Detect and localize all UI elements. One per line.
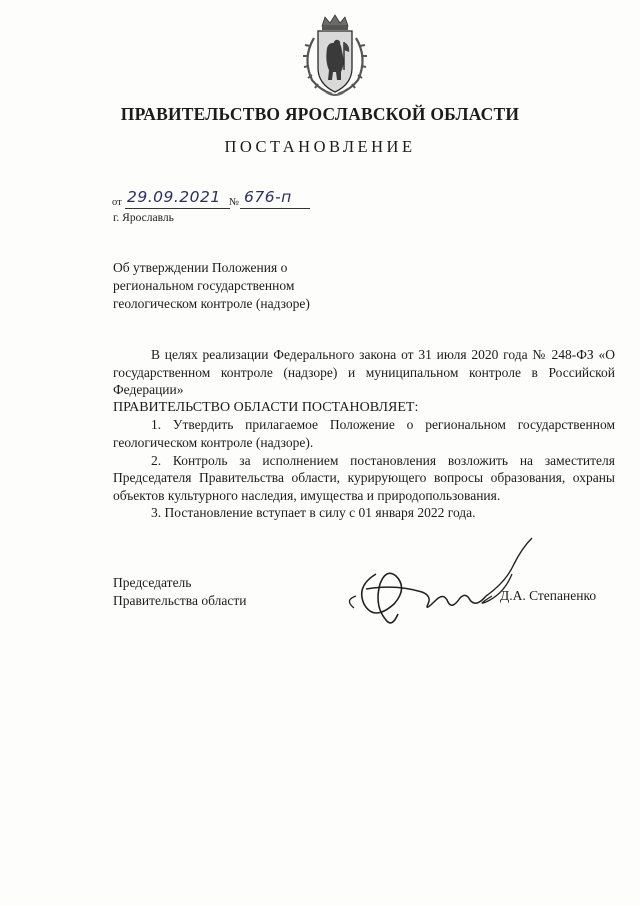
subject-line: Об утверждении Положения о: [113, 260, 288, 275]
document-type: ПОСТАНОВЛЕНИЕ: [224, 137, 416, 156]
subject-line: региональном государственном: [113, 278, 295, 293]
signer-name: Д.А. Степаненко: [500, 588, 597, 603]
item-3: 3. Постановление вступает в силу с 01 января 2022 года.: [151, 505, 476, 521]
date-prefix: от: [112, 197, 122, 208]
subject-line: геологическом контроле (надзоре): [113, 296, 310, 311]
document-number: 676-п: [244, 188, 292, 206]
item-1: 1. Утвердить прилагаемое Положение о региональном государственном геологическом контроле (надзоре).: [113, 417, 615, 450]
preamble: В целях реализации Федерального закона от 31 июля 2020 года № 248-ФЗ «О государственном контроле (надзоре) и муниципальном контроле в Российской Федерации»: [113, 347, 615, 398]
resolves-heading: ПРАВИТЕЛЬСТВО ОБЛАСТИ ПОСТАНОВЛЯЕТ:: [113, 399, 419, 415]
coat-of-arms-icon: [292, 12, 378, 98]
signer-title: [113, 574, 246, 610]
date-number-line: [112, 190, 352, 210]
signer-title-line: Правительства области: [113, 593, 247, 608]
city: г. Ярославль: [113, 212, 174, 224]
date-underline: [125, 208, 230, 209]
number-underline: [240, 208, 310, 209]
document-subject: [113, 259, 413, 313]
item-2: 2. Контроль за исполнением постановления возложить на заместителя Председателя Правительства области, курирующего вопросы образования, охраны объектов культурного наследия, имущества и природопользования.: [113, 452, 615, 503]
signer-title-line: Председатель: [113, 575, 192, 590]
document-date: 29.09.2021: [127, 188, 221, 206]
number-prefix: №: [229, 197, 240, 208]
document-body: [113, 346, 615, 522]
government-title: ПРАВИТЕЛЬСТВО ЯРОСЛАВСКОЙ ОБЛАСТИ: [120, 104, 520, 124]
